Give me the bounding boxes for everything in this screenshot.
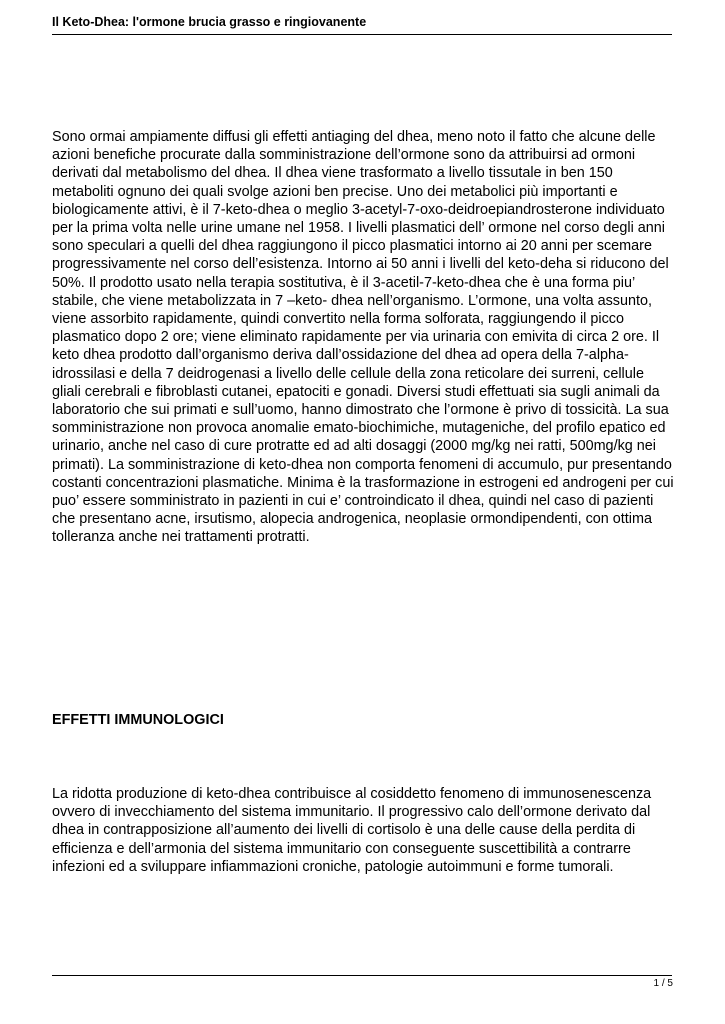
page-number: 1 / 5 (653, 978, 673, 989)
body-paragraph-immunologici: La ridotta produzione di keto-dhea contribuisce al cosiddetto fenomeno di immunosenescenza ovvero di invecchiamento del sistema immunitario. Il progressivo calo dell’ormone derivato dal dhea in contrapposizione all’aumento dei livelli di cortisolo è una delle cause della perdita di efficienza e dell’armonia del sistema immunitario con conseguente suscettibilità a contrarre infezioni ed a sviluppare infiammazioni croniche, patologie autoimmuni e forme tumorali. (52, 786, 652, 875)
footer-divider (52, 975, 672, 976)
page-header (52, 14, 672, 30)
body-paragraph-intro: Sono ormai ampiamente diffusi gli effetti antiaging del dhea, meno noto il fatto che alcune delle azioni benefiche procurate dalla somministrazione dell’ormone sono da attribuirsi ad ormoni derivati dal metabolismo del dhea. Il dhea viene trasformato a livello tissutale in ben 150 metaboliti ognuno dei quali svolge azioni ben precise. Uno dei metabolici più importanti e biologicamente attivi, è il 7-keto-dhea o meglio 3-acetyl-7-oxo-deidroepiandrosterone individuato per la prima volta nelle urine umane nel 1958. I livelli plasmatici dell’ ormone nel corso degli anni sono speculari a quelli del dhea raggiungono il picco plasmatici intorno ai 20 anni per scemare progressivamente nel corso dell’esistenza. Intorno ai 50 anni i livelli del keto-deha si riducono del 50%. Il prodotto usato nella terapia sostitutiva, è il 3-acetil-7-keto-dhea che è una forma piu’ stabile, che viene metabolizzata in 7 –keto- dhea nell’organismo. L’ormone, una volta assunto, viene assorbito rapidamente, quindi convertito nella forma solforata, raggiungendo il picco plasmatico dopo 2 ore; viene eliminato rapidamente per via urinaria con emivita di circa 2 ore. Il keto dhea prodotto dall’organismo deriva dall’ossidazione del dhea ad opera della 7-alpha-idrossilasi e della 7 deidrogenasi a livello delle cellule della zona reticolare dei surreni, cellule gliali cerebrali e fibroblasti cutanei, epatociti e gonadi. Diversi studi effettuati sia sugli animali da laboratorio che sui primati e sull’uomo, hanno dimostrato che l’ormone è privo di tossicità. La sua somministrazione non provoca anomalie emato-biochimiche, mutageniche, del profilo epatico ed urinario, anche nel caso di cure protratte ed ad alti dosaggi (2000 mg/kg nei ratti, 500mg/kg nei primati). La somministrazione di keto-dhea non comporta fenomeni di accumulo, pur presentando costanti concentrazioni plasmatiche. Minima è la trasformazione in estrogeni ed androgeni per cui puo’ essere somministrato in pazienti in cui e’ controindicato il dhea, quindi nel caso di pazienti che presentano acne, irsutismo, alopecia androgenica, neoplasie ormondipendenti, con ottima tolleranza anche nei trattamenti protratti. (52, 129, 674, 546)
header-divider (52, 34, 672, 35)
document-title: Il Keto-Dhea: l'ormone brucia grasso e ringiovanente (52, 15, 367, 29)
section-heading-immunologici: EFFETTI IMMUNOLOGICI (52, 712, 224, 728)
